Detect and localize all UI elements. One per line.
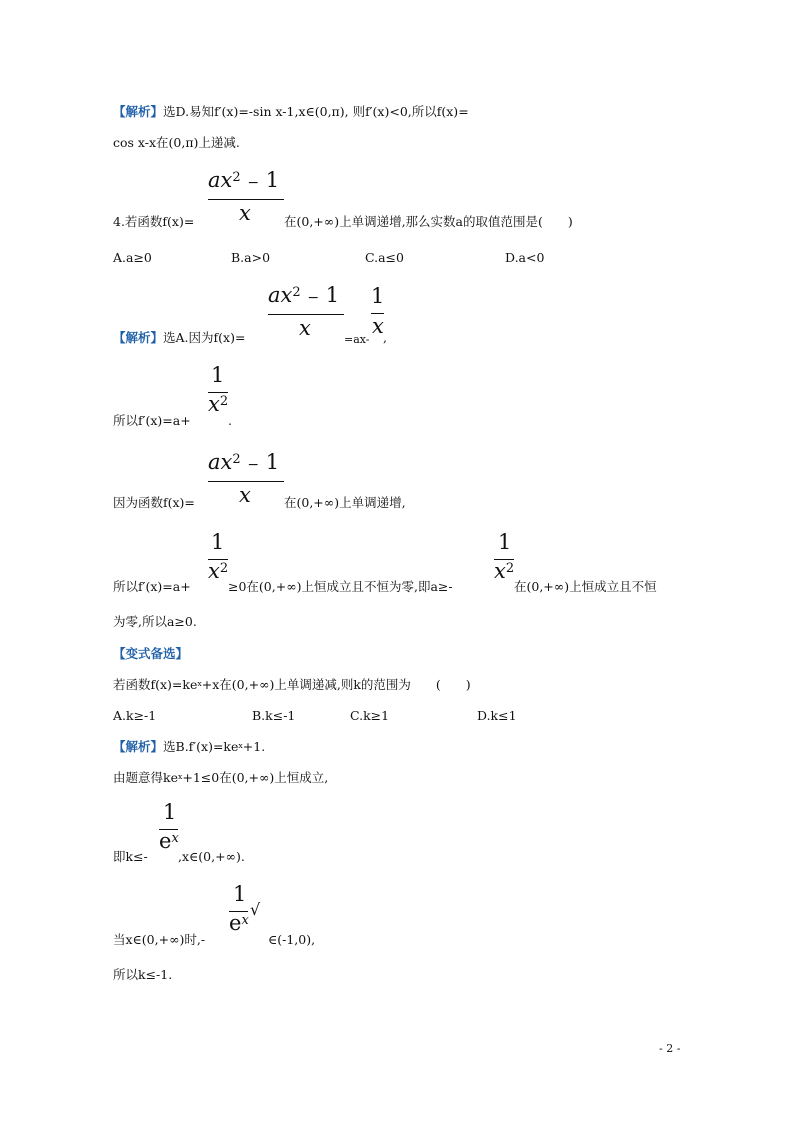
q4-sol-frac4-denominator: $x^2$ [208, 559, 229, 583]
variant-sol-line4-a: 当x∈(0,+∞)时,- [113, 932, 206, 947]
q4-option-c: C.a≤0 [365, 250, 404, 265]
q4-sol-frac5-denominator: $x^2$ [494, 559, 515, 583]
q4-sol-line1-end: , [383, 330, 387, 345]
variant-sol-line4-b: ∈(-1,0), [268, 932, 316, 947]
q4-sol-fraction-numerator: $ax^2 - 1$ [268, 283, 340, 307]
q4-sol-fraction-bar [268, 314, 344, 315]
q4-sol-frac5-numerator: 1 [498, 530, 512, 554]
q4-sol-line3-end: 在(0,+∞)上单调递增, [284, 495, 406, 510]
sqrt-symbol: √ [250, 900, 261, 919]
q4-fraction-denominator: x [239, 201, 251, 225]
q4-option-b: B.a>0 [231, 250, 271, 265]
variant-option-d: D.k≤1 [477, 708, 517, 723]
q4-sol-line2: 所以f′(x)=a+ [113, 413, 191, 428]
q4-sol-frac4-numerator: 1 [211, 530, 225, 554]
q4-sol-frac1-denominator: x [372, 314, 384, 338]
variant-sol-line3-b: ,x∈(0,+∞). [178, 849, 245, 864]
q4-sol-frac2-denominator: $x^2$ [208, 392, 229, 416]
variant-sol-line2: 由题意得$ke^x+1\le 0$在(0,+∞)上恒成立, [113, 770, 329, 785]
solution-tag: 【解析】 [113, 739, 164, 754]
q4-sol-line4-c: 在(0,+∞)上恒成立且不恒 [514, 579, 657, 594]
q4-sol-line4-a: 所以f′(x)=a+ [113, 579, 191, 594]
p3-solution-line2: cos x-x在(0,π)上递减. [113, 135, 240, 150]
variant-sol-line5: 所以k≤-1. [113, 967, 173, 982]
variant-frac1-numerator: 1 [163, 800, 177, 824]
variant-frac2-denominator: $e^x$ [229, 911, 249, 935]
q4-sol-fraction-denominator: x [299, 316, 311, 340]
q4-sol-frac1-numerator: 1 [371, 284, 385, 308]
q4-sol-line2-end: . [228, 413, 232, 428]
variant-sol-line3-a: 即k≤- [113, 849, 148, 864]
q4-option-d: D.a<0 [505, 250, 545, 265]
page-number: - 2 - [659, 1042, 681, 1055]
q4-sol-line1: 【解析】选A.因为f(x)= [113, 330, 246, 345]
variant-title: 【变式备选】 [113, 646, 189, 661]
q4-sol-fraction3-denominator: x [239, 483, 251, 507]
variant-option-c: C.k≥1 [350, 708, 390, 723]
q4-sol-line3: 因为函数f(x)= [113, 495, 195, 510]
q4-stem-end: 在(0,+∞)上单调递增,那么实数a的取值范围是( ) [284, 214, 573, 229]
p3-solution-text1: 选D.易知f′(x)=-sin x-1,x∈(0,π), 则f′(x)<0,所以f(x)= [163, 104, 469, 119]
variant-stem: 若函数$f(x)=ke^x+x$在(0,+∞)上单调递减,则k的范围为 ( ) [113, 677, 471, 692]
solution-tag: 【解析】 [113, 104, 164, 119]
variant-sol-line1: 【解析】选$B.f'(x)=ke^x+1$. [113, 739, 266, 754]
q4-stem-start: 4.若函数f(x)= [113, 214, 195, 229]
variant-option-b: B.k≤-1 [252, 708, 296, 723]
variant-frac2-numerator: 1 [233, 882, 247, 906]
q4-sol-frac2-numerator: 1 [211, 363, 225, 387]
q4-sol-line5: 为零,所以a≥0. [113, 614, 197, 629]
variant-frac1-denominator: $e^x$ [159, 829, 179, 853]
q4-sol-fraction3-numerator: $ax^2 - 1$ [208, 450, 280, 474]
q4-sol-line1-mid: =ax- [344, 333, 370, 346]
q4-fraction-bar [208, 199, 284, 200]
q4-fraction-numerator: $ax^2 - 1$ [208, 168, 280, 192]
solution-tag: 【解析】 [113, 330, 164, 345]
p3-solution-line1 [113, 104, 469, 120]
q4-option-a: A.a≥0 [113, 250, 152, 265]
q4-sol-line4-b: ≥0在(0,+∞)上恒成立且不恒为零,即a≥- [228, 579, 453, 594]
variant-option-a: A.k≥-1 [113, 708, 157, 723]
q4-sol-fraction3-bar [208, 481, 284, 482]
